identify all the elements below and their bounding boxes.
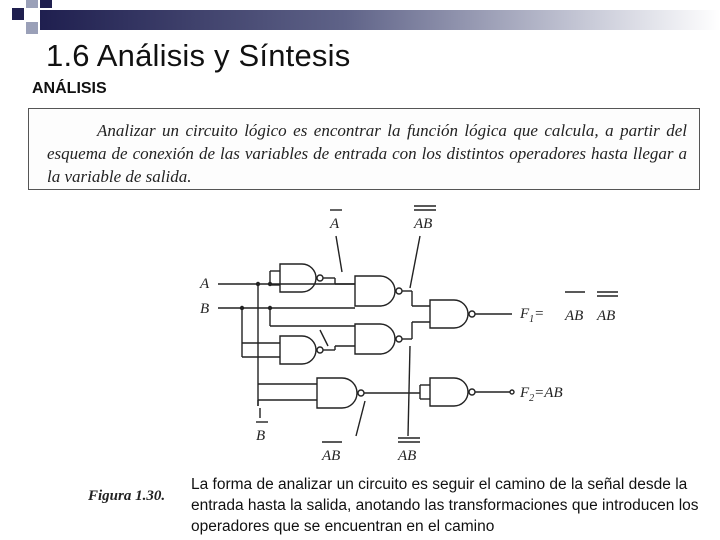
nand-bubble [317,347,323,353]
nand-bubble [469,389,475,395]
annotation-not-b: B [256,428,266,444]
output-f1-term1: AB [565,308,584,324]
nand-gate [430,378,468,406]
nand-bubble [469,311,475,317]
nand-bubble [358,390,364,396]
section-heading: ANÁLISIS [32,80,107,97]
header-gradient-bar [40,10,720,30]
logic-circuit-diagram [160,196,640,468]
annotation-arrow [408,346,410,436]
slide-caption: La forma de analizar un circuito es seguir el camino de la señal desde la entrada hasta la salida, anotando las transformaciones que introducen los operadores que se encuentran en el camino [191,476,699,535]
decor-square [40,0,52,8]
nand-gate [317,378,357,408]
nand-gate [355,276,395,306]
annotation-not-ab-bottom-1: AB [322,448,341,464]
output-f1-label: $F_1=$ [520,306,545,325]
nand-bubble [396,336,402,342]
annotation-not-a: A [330,216,340,232]
annotation-not-ab-top: AB [414,216,433,232]
nand-gate [280,264,316,292]
annotation-arrow [410,236,420,288]
nand-gate [430,300,468,328]
decor-square [26,0,38,8]
nand-bubble [396,288,402,294]
slide-header-decoration [0,0,720,40]
annotation-not-ab-bottom-2: AB [398,448,417,464]
decor-square [12,8,24,20]
decor-square [26,22,38,34]
book-excerpt-text: Analizar un circuito lógico es encontrar la función lógica que calcula, a partir del esquema de conexión de las variables de entrada con los distintos operadores hasta llegar a la variable de salida. [47,121,687,186]
input-b-label: B [200,301,210,317]
figure-label: Figura 1.30. [88,488,166,504]
nand-gate [280,336,316,364]
nand-gate [355,324,395,354]
annotation-arrow [336,236,342,272]
output-f1-term2: AB [597,308,616,324]
annotation-arrow [320,330,328,346]
input-a-label: A [200,276,210,292]
output-f2-label: $F_2=AB$ [520,385,563,404]
annotation-arrow [356,401,365,436]
slide-title: 1.6 Análisis y Síntesis [46,38,351,73]
book-excerpt-box [28,108,700,190]
nand-bubble [317,275,323,281]
